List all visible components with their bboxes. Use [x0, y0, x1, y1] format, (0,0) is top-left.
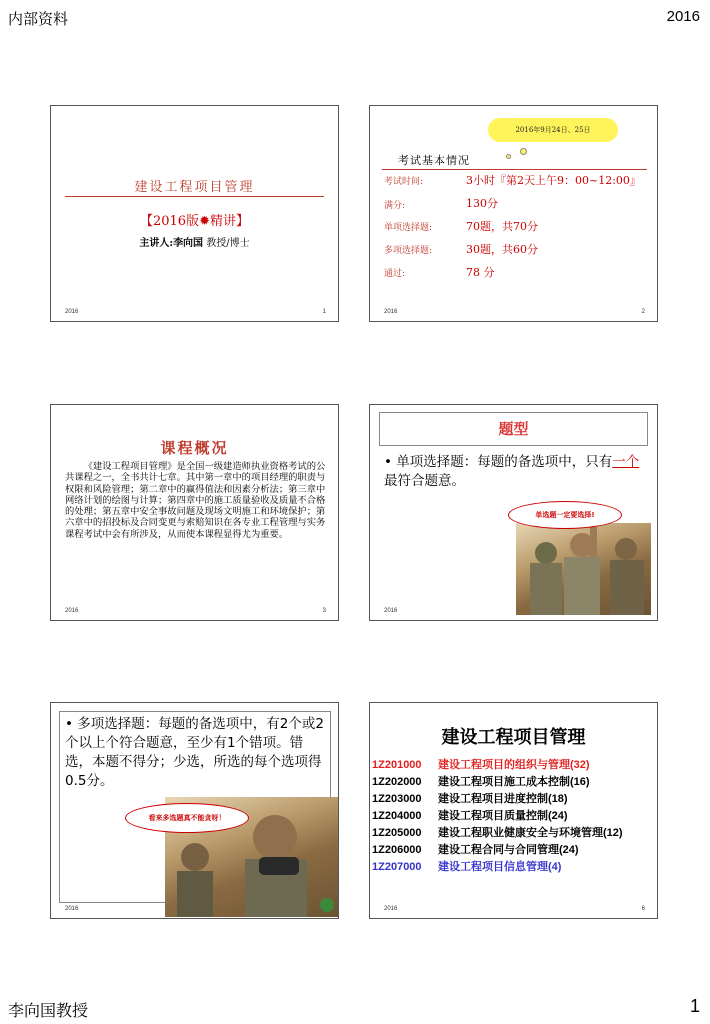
chapter-name: 建设工程项目质量控制(24) [438, 810, 568, 822]
chapter-name: 建设工程合同与合同管理(24) [438, 844, 579, 856]
chapter-code: 1Z202000 [372, 776, 422, 788]
slide5-text: 多项选择题：每题的备选项中，有2个或2个以上个符合题意，至少有1个错项。错选，本题不得分；少选，所选的每个选项得0.5分。 [65, 716, 324, 789]
slide1-edition [51, 210, 338, 229]
single-choice-label: 单项选择题: [384, 223, 433, 233]
syllabus-list [372, 757, 623, 876]
slide5-bullet [65, 715, 327, 791]
chapter-code: 1Z204000 [372, 810, 422, 822]
single-choice-value: 70题，共70分 [466, 220, 538, 233]
lecturer-label: 主讲人: [139, 238, 174, 249]
list-item [372, 842, 623, 859]
chapter-name: 建设工程职业健康安全与环境管理(12) [438, 827, 623, 839]
slide1-edition-b: 精讲】 [209, 214, 249, 229]
slide5-footer-year: 2016 [65, 906, 79, 912]
list-item [372, 808, 623, 825]
page-header-right: 2016 [666, 8, 700, 25]
slide3-title: 课程概况 [160, 439, 229, 457]
slide1-lecturer [51, 234, 338, 249]
cloud-bubble-icon [506, 154, 511, 159]
soldiers-photo [516, 523, 651, 615]
list-item [372, 774, 623, 791]
lecturer-title: 教授/博士 [206, 238, 250, 249]
full-score-label: 满分: [384, 201, 406, 211]
slide4-footer-year: 2016 [384, 608, 398, 614]
chapter-code: 1Z207000 [372, 861, 422, 873]
chapter-code: 1Z206000 [372, 844, 422, 856]
date-cloud: 2016年9月24日、25日 [488, 118, 618, 142]
multi-choice-value: 30题，共60分 [466, 243, 538, 256]
list-item [372, 825, 623, 842]
chapter-name: 建设工程项目信息管理(4) [438, 861, 562, 873]
slide-4-question-types [369, 404, 658, 621]
lecturer-name: 李向国 [173, 238, 204, 249]
slide2-title: 考试基本情况 [398, 154, 470, 167]
exam-time-value: 3小时『第2天上午9：00~12:00』 [466, 174, 641, 187]
cloud-bubble-icon [520, 148, 527, 155]
chapter-name: 建设工程项目施工成本控制(16) [438, 776, 590, 788]
chapter-code: 1Z203000 [372, 793, 422, 805]
pass-value: 78 分 [466, 266, 495, 279]
slide4-callout: 单选题一定要选择! [508, 501, 622, 529]
list-item [372, 757, 623, 774]
slide2-footer-year: 2016 [384, 309, 398, 315]
slide1-footer-num: 1 [322, 309, 326, 315]
chapter-code: 1Z205000 [372, 827, 422, 839]
slide4-text-a: 单项选择题：每题的备选项中，只有 [396, 454, 613, 470]
slide3-footer-num: 3 [322, 608, 326, 614]
slide-2-exam-info [369, 105, 658, 322]
list-item [372, 791, 623, 808]
page-header-left: 内部资料 [8, 10, 69, 28]
multi-choice-label: 多项选择题: [384, 246, 433, 256]
slide-5-multi-choice [50, 702, 339, 919]
slide3-body: 《建设工程项目管理》是全国一级建造师执业资格考试的公共课程之一，全书共计七章。其中第一章中的项目经理的职责与权限和风险管理；第二章中的赢得值法和因素分析法；第三章中网络计划的绘图与计算；第四章中的施工质量验收及质量不合格的处理；第五章中安全事故问题及现场文明施工和环境保护；第六章中的招投标及合同变更与索赔知识在各专业工程管理与实务课程考试中会有所涉及，从而使本课程显得尤为重要。 [65, 461, 326, 539]
slide1-divider [65, 196, 324, 197]
page-number: 1 [689, 996, 700, 1016]
slide6-title: 建设工程项目管理 [441, 727, 586, 748]
slide6-footer-num: 6 [641, 906, 645, 912]
chapter-name: 建设工程项目进度控制(18) [438, 793, 568, 805]
slide4-emphasis: 一个 [612, 454, 640, 470]
slide1-footer-year: 2016 [65, 309, 79, 315]
slide-3-overview [50, 404, 339, 621]
bullet-icon: • [65, 716, 73, 732]
slide4-bullet [384, 453, 646, 491]
chapter-name: 建设工程项目的组织与管理(32) [438, 759, 590, 771]
full-score-value: 130分 [466, 197, 498, 210]
slide-1-title [50, 105, 339, 322]
slide1-title: 建设工程项目管理 [134, 180, 255, 195]
slide2-footer-num: 2 [641, 309, 645, 315]
slide-6-syllabus [369, 702, 658, 919]
bullet-icon: • [384, 454, 392, 470]
pass-label: 通过: [384, 269, 406, 279]
slide1-edition-a: 【2016版 [139, 214, 200, 229]
list-item [372, 859, 623, 876]
slide4-text-c: 最符合题意。 [384, 473, 465, 489]
page-footer-author: 李向国教授 [8, 1001, 89, 1020]
slide2-divider [382, 169, 647, 170]
exam-time-label: 考试时间: [384, 177, 424, 187]
slide5-callout: 看来多选题真不能贪呀！ [125, 803, 249, 833]
star-icon: ✹ [199, 214, 210, 229]
slide6-footer-year: 2016 [384, 906, 398, 912]
slide3-footer-year: 2016 [65, 608, 79, 614]
chapter-code: 1Z201000 [372, 759, 422, 771]
slide4-heading: 题型 [379, 412, 648, 446]
soldiers-photo-figures [516, 523, 651, 615]
